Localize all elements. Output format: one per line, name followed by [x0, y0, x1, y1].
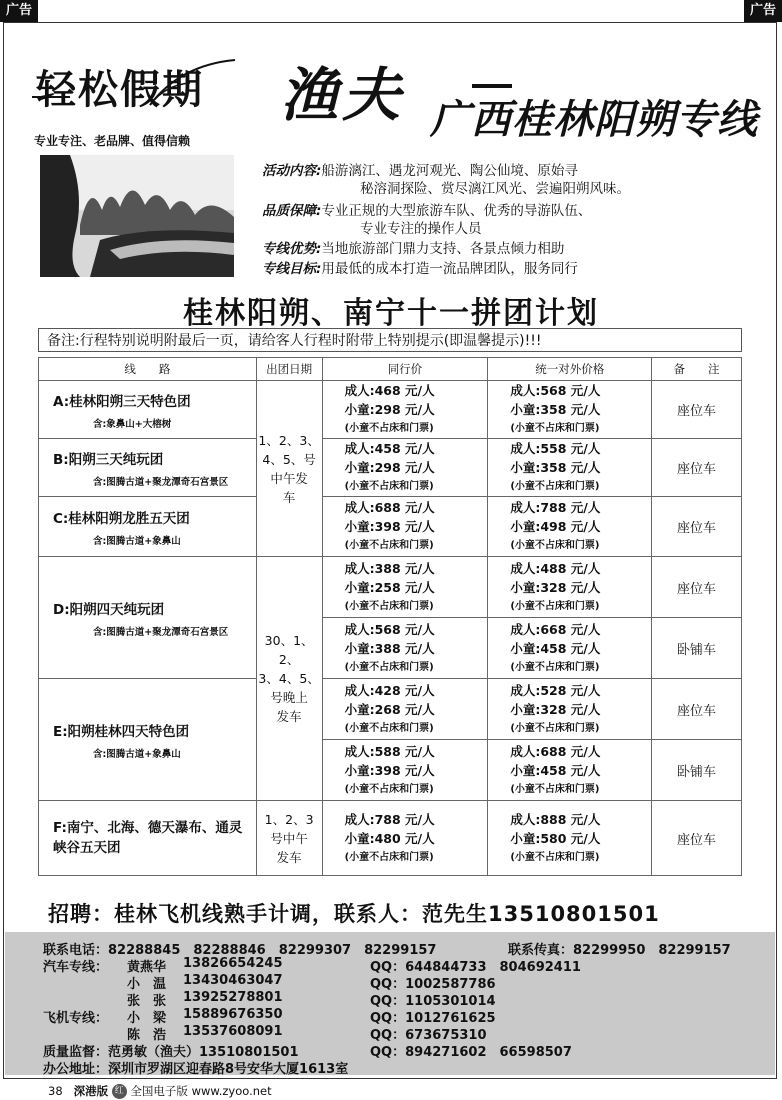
karst-landscape-photo [40, 155, 234, 277]
col-header-date: 出团日期 [256, 358, 322, 381]
table-row [39, 381, 742, 439]
info-label-quality: 品质保障: [262, 203, 322, 219]
route-a: A:桂林阳朔三天特色团 含:象鼻山+大榕树 [39, 381, 257, 439]
info-advantage [262, 240, 564, 258]
remark-cell: 卧铺车 [652, 618, 742, 679]
page-footer [48, 1083, 272, 1099]
info-line: 用最低的成本打造一流品牌团队，服务同行 [321, 261, 578, 277]
route-d: D:阳朔四天纯玩团 含:图腾古道+聚龙潭奇石宫景区 [39, 557, 257, 679]
info-line: 船游漓江、遇龙河观光、陶公仙境、原始寻 [321, 163, 578, 179]
info-goal [262, 260, 578, 278]
retail-price-cell: 成人:888 元/人 小童:580 元/人 (小童不占床和门票) [488, 801, 652, 876]
headline-main: 渔夫 [280, 61, 405, 129]
retail-price-cell: 成人:668 元/人 小童:458 元/人 (小童不占床和门票) [488, 618, 652, 679]
website-link[interactable]: 全国电子版 www.zyoo.net [130, 1084, 272, 1098]
quality-supervisor: 质量监督：范勇敏（渔夫）13510801501 [43, 1045, 299, 1060]
remark-cell: 座位车 [652, 497, 742, 557]
info-label-activity: 活动内容: [262, 163, 322, 179]
recruit-notice: 招聘：桂林飞机线熟手计调，联系人：范先生13510801501 [48, 902, 660, 926]
supervisor-qq: QQ：894271602 66598507 [370, 1045, 572, 1060]
itinerary-note: 备注:行程特别说明附最后一页，请给客人行程时附带上特别提示(即温馨提示)!!! [38, 328, 742, 352]
remark-cell: 卧铺车 [652, 740, 742, 801]
peer-price-cell: 成人:468 元/人 小童:298 元/人 (小童不占床和门票) [322, 381, 488, 439]
departure-dates-f: 1、2、3 号中午 发车 [256, 801, 322, 876]
table-row [39, 679, 742, 740]
contact-panel [5, 932, 775, 1075]
col-header-route: 线 路 [39, 358, 257, 381]
table-row [39, 801, 742, 876]
table-row [39, 557, 742, 618]
contact-qq: QQ：673675310 [370, 1028, 487, 1043]
retail-price-cell: 成人:488 元/人 小童:328 元/人 (小童不占床和门票) [488, 557, 652, 618]
logo-text: 轻松假期 [36, 66, 204, 113]
remark-cell: 座位车 [652, 557, 742, 618]
contact-qq: QQ：1002587786 [370, 977, 496, 992]
info-quality [262, 202, 591, 238]
retail-price-cell: 成人:568 元/人 小童:358 元/人 (小童不占床和门票) [488, 381, 652, 439]
info-line: 当地旅游部门鼎力支持、各景点倾力相助 [321, 241, 565, 257]
contact-name: 黄燕华 [127, 960, 167, 975]
peer-price-cell: 成人:588 元/人 小童:398 元/人 (小童不占床和门票) [322, 740, 488, 801]
contact-fax: 联系传真：82299950 82299157 [508, 943, 731, 958]
retail-price-cell: 成人:558 元/人 小童:358 元/人 (小童不占床和门票) [488, 439, 652, 497]
ad-label-right: 广告 [744, 0, 782, 22]
remark-cell: 座位车 [652, 381, 742, 439]
peer-price-cell: 成人:788 元/人 小童:480 元/人 (小童不占床和门票) [322, 801, 488, 876]
contact-qq: QQ：644844733 804692411 [370, 960, 581, 975]
retail-price-cell: 成人:688 元/人 小童:458 元/人 (小童不占床和门票) [488, 740, 652, 801]
route-e: E:阳朔桂林四天特色团 含:图腾古道+象鼻山 [39, 679, 257, 801]
page-number: 38 [48, 1084, 63, 1098]
info-line: 专业专注的操作人员 [360, 221, 482, 237]
retail-price-cell: 成人:528 元/人 小童:328 元/人 (小童不占床和门票) [488, 679, 652, 740]
contact-phone: 15889676350 [183, 1007, 283, 1022]
edition-label: 深港版 [73, 1084, 109, 1098]
bus-line-label: 汽车专线： [43, 960, 109, 975]
office-address: 办公地址：深圳市罗湖区迎春路8号安华大厦1613室 [43, 1062, 349, 1077]
departure-dates-a-c: 1、2、3、 4、5、号 中午发 车 [256, 381, 322, 557]
contact-name: 陈 浩 [127, 1028, 167, 1043]
route-f: F:南宁、北海、德天瀑布、通灵峡谷五天团 [39, 801, 257, 876]
peer-price-cell: 成人:688 元/人 小童:398 元/人 (小童不占床和门票) [322, 497, 488, 557]
plan-title: 桂林阳朔、南宁十一拼团计划 [183, 296, 599, 331]
contact-name: 张 张 [127, 994, 167, 1009]
table-row [39, 497, 742, 557]
remark-cell: 座位车 [652, 439, 742, 497]
contact-phones: 联系电话：82288845 82288846 82299307 82299157 [43, 943, 437, 958]
info-content [262, 162, 630, 198]
peer-price-cell: 成人:568 元/人 小童:388 元/人 (小童不占床和门票) [322, 618, 488, 679]
flight-line-label: 飞机专线： [43, 1011, 109, 1026]
peer-price-cell: 成人:458 元/人 小童:298 元/人 (小童不占床和门票) [322, 439, 488, 497]
contact-name: 小 温 [127, 977, 167, 992]
info-label-goal: 专线目标: [262, 261, 322, 277]
info-label-advantage: 专线优势: [262, 241, 322, 257]
route-price-table [38, 357, 742, 876]
ad-label-left: 广告 [0, 0, 38, 22]
headline-sub: 广西桂林阳朔专线 [430, 97, 758, 143]
peer-price-cell: 成人:388 元/人 小童:258 元/人 (小童不占床和门票) [322, 557, 488, 618]
peer-price-cell: 成人:428 元/人 小童:268 元/人 (小童不占床和门票) [322, 679, 488, 740]
remark-cell: 座位车 [652, 801, 742, 876]
route-c: C:桂林阳朔龙胜五天团 含:图腾古道+象鼻山 [39, 497, 257, 557]
departure-dates-d-e: 30、1、2、 3、4、5、 号晚上 发车 [256, 557, 322, 801]
contact-phone: 13925278801 [183, 990, 283, 1005]
col-header-peer-price: 同行价 [322, 358, 488, 381]
contact-phone: 13430463047 [183, 973, 283, 988]
route-b: B:阳朔三天纯玩团 含:图腾古道+聚龙潭奇石宫景区 [39, 439, 257, 497]
logo-slogan: 专业专注、老品牌、值得信赖 [34, 134, 191, 148]
col-header-retail-price: 统一对外价格 [488, 358, 652, 381]
contact-phone: 13826654245 [183, 956, 283, 971]
contact-phone: 13537608091 [183, 1024, 283, 1039]
edition-badge-icon: 红 [112, 1084, 127, 1099]
col-header-remark: 备 注 [652, 358, 742, 381]
contact-qq: QQ：1012761625 [370, 1011, 496, 1026]
table-row [39, 439, 742, 497]
contact-qq: QQ：1105301014 [370, 994, 496, 1009]
retail-price-cell: 成人:788 元/人 小童:498 元/人 (小童不占床和门票) [488, 497, 652, 557]
info-line: 秘溶洞探险、赏尽漓江风光、尝遍阳朔风味。 [360, 181, 630, 197]
remark-cell: 座位车 [652, 679, 742, 740]
contact-name: 小 梁 [127, 1011, 167, 1026]
info-line: 专业正规的大型旅游车队、优秀的导游队伍、 [321, 203, 592, 219]
